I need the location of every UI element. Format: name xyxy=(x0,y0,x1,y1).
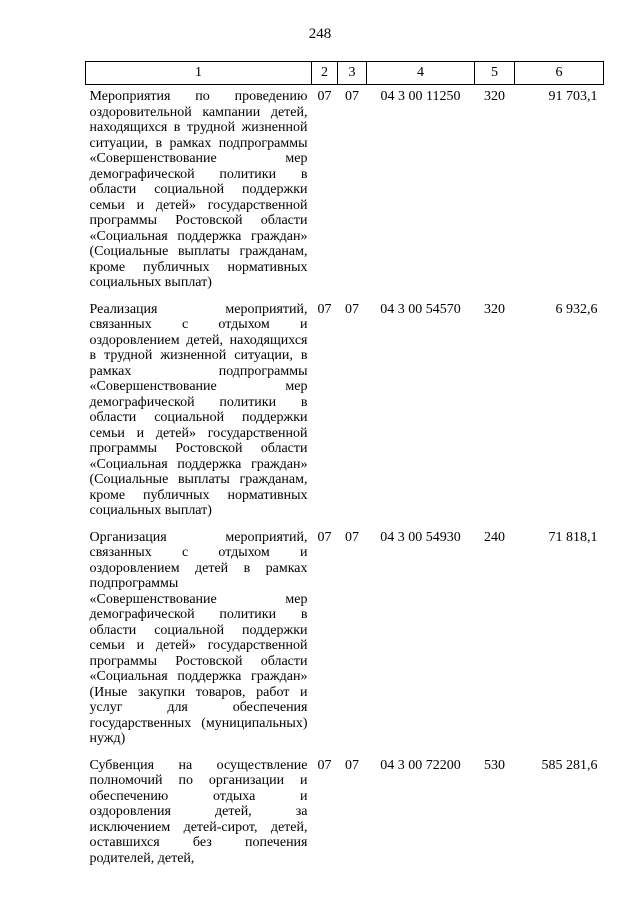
table-row xyxy=(86,526,604,754)
table-row xyxy=(86,298,604,526)
row-section: 07 xyxy=(317,757,332,773)
header-cell-target-article: 4 xyxy=(367,62,475,85)
row-amount: 91 703,1 xyxy=(548,89,598,104)
row-section: 07 xyxy=(317,89,332,104)
row-amount: 71 818,1 xyxy=(548,529,598,545)
row-section: 07 xyxy=(317,301,332,317)
row-description: Мероприятия по проведению оздоровительной кампании детей, находящихся в трудной жизненной ситуации, в рамках подпрограммы «Совершенствование мер демографической политики в области социальной поддержки семьи и детей» государственной программы Ростовской области «Социальная поддержка граждан» (Социальные выплаты гражданам, кроме публичных нормативных социальных выплат) xyxy=(89,89,308,290)
header-cell-subsection: 3 xyxy=(338,62,367,85)
header-row xyxy=(86,62,604,85)
row-description: Организация мероприятий, связанных с отдыхом и оздоровлением детей в рамках подпрограммы «Совершенствование мер демографической политики в области социальной поддержки семьи и детей» государственной программы Ростовской области «Социальная поддержка граждан» (Иные закупки товаров, работ и услуг для обеспечения государственных (муниципальных) нужд) xyxy=(89,529,308,746)
row-expense-type: 320 xyxy=(484,89,505,104)
row-subsection: 07 xyxy=(345,757,359,773)
row-subsection: 07 xyxy=(345,301,359,317)
header-cell-description: 1 xyxy=(86,62,312,85)
row-expense-type: 240 xyxy=(484,529,505,545)
page-number: 248 xyxy=(308,26,332,42)
row-target-article: 04 3 00 54930 xyxy=(380,529,461,545)
row-description: Субвенция на осуществление полномочий по организации и обеспечению отдыха и оздоровления детей, за исключением детей-сирот, детей, оставшихся без попечения родителей, детей, xyxy=(89,757,308,866)
table-header xyxy=(86,62,604,85)
table-row xyxy=(86,85,604,298)
row-expense-type: 320 xyxy=(484,301,505,317)
header-cell-amount: 6 xyxy=(515,62,604,85)
table-body xyxy=(86,85,604,874)
row-amount: 585 281,6 xyxy=(541,757,598,773)
row-description: Реализация мероприятий, связанных с отдыхом и оздоровлением детей, находящихся в трудной жизненной ситуации, в рамках подпрограммы «Совершенствование мер демографической политики в области социальной поддержки семьи и детей» государственной программы Ростовской области «Социальная поддержка граждан» (Социальные выплаты гражданам, кроме публичных нормативных социальных выплат) xyxy=(89,301,308,518)
row-expense-type: 530 xyxy=(484,757,505,773)
header-cell-expense-type: 5 xyxy=(475,62,515,85)
row-target-article: 04 3 00 54570 xyxy=(380,301,461,317)
row-subsection: 07 xyxy=(345,529,359,545)
budget-table xyxy=(85,61,604,873)
row-amount: 6 932,6 xyxy=(555,301,598,317)
row-section: 07 xyxy=(317,529,332,545)
row-target-article: 04 3 00 72200 xyxy=(380,757,461,773)
table-row xyxy=(86,754,604,874)
row-target-article: 04 3 00 11250 xyxy=(380,89,461,104)
row-subsection: 07 xyxy=(345,89,359,104)
header-cell-section: 2 xyxy=(312,62,338,85)
